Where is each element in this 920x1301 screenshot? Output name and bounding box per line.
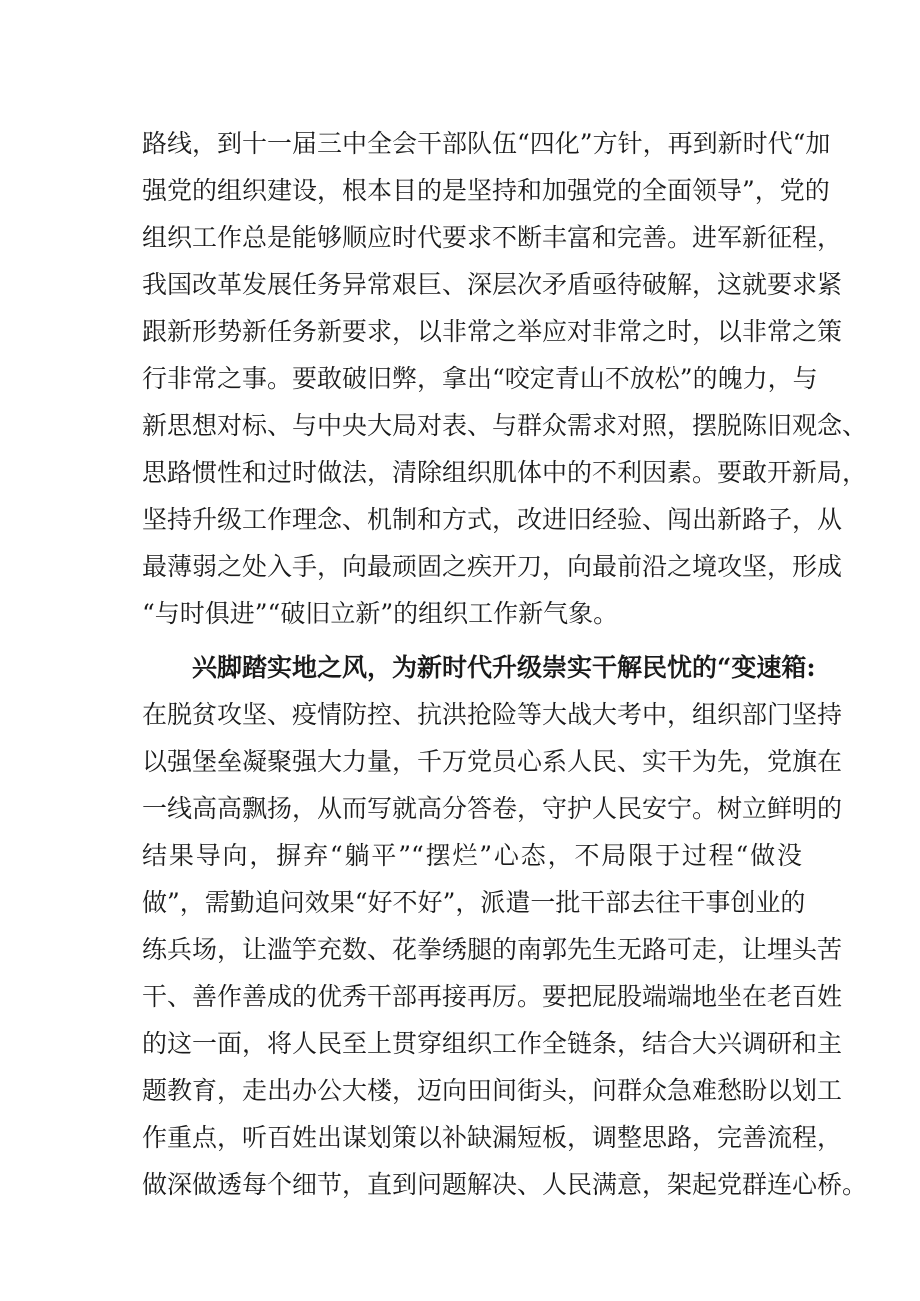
paragraph-1 bbox=[142, 120, 868, 637]
text-line: 一线高高飘扬，从而写就高分答卷，守护人民安宁。树立鲜明的 bbox=[142, 794, 843, 823]
text-line: 行非常之事。要敢破旧弊，拿出“咬定青山不放松”的魄力，与 bbox=[142, 364, 818, 393]
text-line: 作重点，听百姓出谋划策以补缺漏短板，调整思路，完善流程， bbox=[142, 1123, 843, 1152]
text-line: 做深做透每个细节，直到问题解决、人民满意，架起党群连心桥。 bbox=[142, 1170, 868, 1199]
text-line: 以强堡垒凝聚强大力量，千万党员心系人民、实干为先，党旗在 bbox=[142, 747, 843, 776]
text-line: 路线，到十一届三中全会干部队伍“四化”方针，再到新时代“加 bbox=[142, 129, 831, 158]
text-line: 结果导向，摒弃“躺平”“摆烂”心态，不局限于过程“做没 bbox=[142, 841, 802, 870]
document-body bbox=[142, 120, 868, 1208]
text-line: 练兵场，让滥竽充数、花拳绣腿的南郭先生无路可走，让埋头苦 bbox=[142, 935, 843, 964]
section-heading: 兴脚踏实地之风，为新时代升级崇实干解民忧的“变速箱: bbox=[192, 653, 816, 682]
text-line: 干、善作善成的优秀干部再接再厉。要把屁股端端地坐在老百姓 bbox=[142, 982, 843, 1011]
paragraph-2 bbox=[142, 644, 868, 1208]
text-line: 最薄弱之处入手，向最顽固之疾开刀，向最前沿之境攻坚，形成 bbox=[142, 552, 843, 581]
text-line: “与时俱进”“破旧立新”的组织工作新气象。 bbox=[142, 599, 619, 628]
text-line: 的这一面，将人民至上贯穿组织工作全链条，结合大兴调研和主 bbox=[142, 1029, 843, 1058]
text-line: 新思想对标、与中央大局对表、与群众需求对照，摆脱陈旧观念、 bbox=[142, 411, 868, 440]
text-line: 做”，需勤追问效果“好不好”，派遣一批干部去往干事创业的 bbox=[142, 888, 806, 917]
text-line: 题教育，走出办公大楼，迈向田间街头，问群众急难愁盼以划工 bbox=[142, 1076, 843, 1105]
text-line: 我国改革发展任务异常艰巨、深层次矛盾亟待破解，这就要求紧 bbox=[142, 270, 843, 299]
paragraph-gap bbox=[142, 637, 802, 644]
text-line: 思路惯性和过时做法，清除组织肌体中的不利因素。要敢开新局， bbox=[142, 458, 868, 487]
text-line: 组织工作总是能够顺应时代要求不断丰富和完善。进军新征程， bbox=[142, 223, 843, 252]
text-line: 跟新形势新任务新要求，以非常之举应对非常之时，以非常之策 bbox=[142, 317, 843, 346]
text-line: 强党的组织建设，根本目的是坚持和加强党的全面领导”，党的 bbox=[142, 176, 830, 205]
text-line: 坚持升级工作理念、机制和方式，改进旧经验、闯出新路子，从 bbox=[142, 505, 843, 534]
text-line: 在脱贫攻坚、疫情防控、抗洪抢险等大战大考中，组织部门坚持 bbox=[142, 700, 843, 729]
